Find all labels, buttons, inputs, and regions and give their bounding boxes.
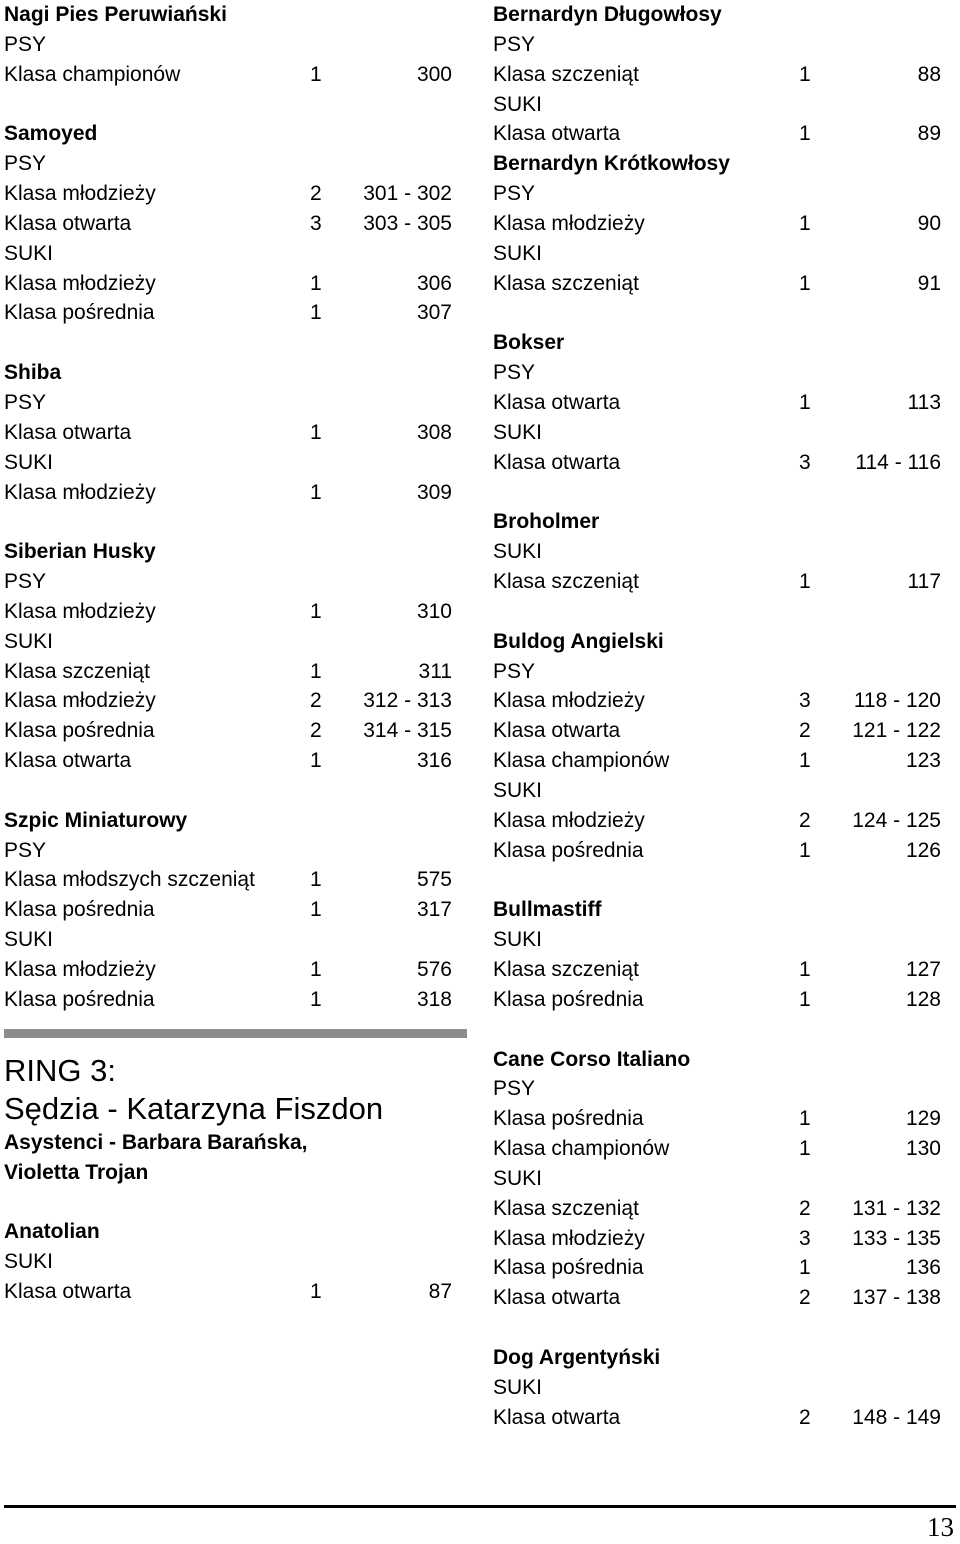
- breed-heading: Bokser: [493, 331, 565, 355]
- catalog-numbers: 91: [917, 271, 941, 295]
- class-name: Klasa pośrednia: [4, 719, 155, 743]
- class-entry: [493, 567, 941, 597]
- sex-label: PSY: [493, 1077, 536, 1101]
- sex-label: SUKI: [493, 778, 543, 802]
- catalog-numbers: 136: [905, 1256, 941, 1280]
- spacer: [493, 478, 941, 508]
- entry-count: 1: [310, 749, 322, 773]
- sex-label: SUKI: [493, 92, 543, 116]
- sex-label: SUKI: [4, 629, 54, 653]
- entry-count: 1: [310, 898, 322, 922]
- class-name: Klasa championów: [493, 749, 670, 773]
- class-entry: [4, 865, 452, 895]
- catalog-numbers: 90: [917, 211, 941, 235]
- catalog-numbers: 118 - 120: [853, 689, 941, 713]
- class-entry: [493, 1134, 941, 1164]
- catalog-numbers: 117: [907, 570, 941, 594]
- entry-count: 1: [799, 838, 811, 862]
- sex-label: SUKI: [4, 928, 54, 952]
- sex-label: PSY: [4, 152, 47, 176]
- class-name: Klasa otwarta: [493, 1405, 621, 1429]
- entry-count: 2: [799, 1405, 811, 1429]
- class-name: Klasa otwarta: [493, 390, 621, 414]
- entry-count: 1: [310, 599, 322, 623]
- class-name: Klasa otwarta: [493, 1286, 621, 1310]
- breed-heading: Dog Argentyński: [493, 1345, 661, 1369]
- ring-assistants: Asystenci - Barbara Barańska,: [4, 1130, 308, 1154]
- class-name: Klasa pośrednia: [4, 987, 155, 1011]
- class-entry: [493, 1253, 941, 1283]
- class-entry: [4, 716, 452, 746]
- class-name: Klasa otwarta: [4, 1279, 132, 1303]
- class-name: Klasa młodzieży: [4, 480, 156, 504]
- entry-count: 1: [799, 987, 811, 1011]
- catalog-numbers: 88: [917, 62, 941, 86]
- entry-count: 1: [310, 301, 322, 325]
- class-name: Klasa młodzieży: [4, 271, 156, 295]
- catalog-numbers: 130: [905, 1137, 941, 1161]
- catalog-numbers: 317: [416, 898, 452, 922]
- class-entry: [493, 119, 941, 149]
- class-entry: [493, 806, 941, 836]
- breed-heading: Samoyed: [4, 122, 98, 146]
- class-name: Klasa młodzieży: [4, 689, 156, 713]
- breed-heading: Nagi Pies Peruwiański: [4, 3, 227, 26]
- class-entry: [4, 478, 452, 508]
- catalog-numbers: 318: [416, 987, 452, 1011]
- catalog-numbers: 89: [917, 122, 941, 146]
- spacer: [4, 328, 452, 358]
- breed-heading: Broholmer: [493, 510, 600, 534]
- catalog-numbers: 312 - 313: [363, 689, 452, 713]
- catalog-numbers: 133 - 135: [852, 1226, 941, 1250]
- entry-count: 2: [799, 719, 811, 743]
- class-entry: [4, 1277, 452, 1307]
- entry-count: 1: [310, 271, 322, 295]
- class-name: Klasa championów: [493, 1137, 670, 1161]
- class-entry: [4, 985, 452, 1015]
- entry-count: 1: [799, 1256, 811, 1280]
- class-name: Klasa pośrednia: [4, 898, 155, 922]
- entry-count: 1: [310, 987, 322, 1011]
- right-column: [493, 0, 941, 1433]
- class-name: Klasa młodzieży: [493, 808, 645, 832]
- entry-count: 1: [799, 570, 811, 594]
- class-entry: [493, 60, 941, 90]
- catalog-numbers: 113: [907, 390, 941, 414]
- spacer: [4, 1187, 452, 1217]
- class-entry: [493, 716, 941, 746]
- class-entry: [4, 418, 452, 448]
- class-name: Klasa pośrednia: [493, 1256, 644, 1280]
- class-name: Klasa młodzieży: [493, 211, 645, 235]
- class-name: Klasa pośrednia: [4, 301, 155, 325]
- sex-label: SUKI: [493, 1375, 543, 1399]
- breed-heading: Shiba: [4, 361, 62, 385]
- breed-heading: Bernardyn Krótkowłosy: [493, 152, 730, 176]
- ring-assistants-cont: Violetta Trojan: [4, 1160, 149, 1184]
- entry-count: 2: [799, 808, 811, 832]
- catalog-numbers: 137 - 138: [852, 1286, 941, 1310]
- catalog-numbers: 308: [416, 420, 452, 444]
- catalog-numbers: 121 - 122: [852, 719, 941, 743]
- entry-count: 1: [310, 480, 322, 504]
- sex-label: PSY: [4, 838, 47, 862]
- sex-label: SUKI: [4, 450, 54, 474]
- class-name: Klasa szczeniąt: [493, 1196, 639, 1220]
- class-entry: [4, 298, 452, 328]
- class-entry: [4, 657, 452, 687]
- catalog-numbers: 314 - 315: [363, 719, 452, 743]
- class-name: Klasa pośrednia: [493, 838, 644, 862]
- catalog-numbers: 131 - 132: [852, 1196, 941, 1220]
- class-name: Klasa pośrednia: [493, 1107, 644, 1131]
- sex-label: SUKI: [4, 1250, 54, 1274]
- entry-count: 1: [310, 958, 322, 981]
- class-entry: [4, 597, 452, 627]
- entry-count: 1: [799, 211, 811, 235]
- spacer: [493, 1015, 941, 1045]
- class-entry: [493, 209, 941, 239]
- catalog-numbers: 129: [905, 1107, 941, 1131]
- entry-count: 2: [310, 719, 322, 743]
- entry-count: 1: [799, 62, 811, 86]
- class-name: Klasa szczeniąt: [493, 62, 639, 86]
- class-entry: [493, 836, 941, 866]
- class-name: Klasa otwarta: [493, 450, 621, 474]
- class-name: Klasa młodzieży: [493, 689, 645, 713]
- catalog-numbers: 306: [416, 271, 452, 295]
- spacer: [4, 507, 452, 537]
- class-entry: [4, 269, 452, 299]
- catalog-numbers: 316: [416, 749, 452, 773]
- ring-judge: Sędzia - Katarzyna Fiszdon: [4, 1090, 384, 1126]
- entry-count: 3: [799, 689, 811, 713]
- sex-label: SUKI: [493, 420, 543, 444]
- catalog-numbers: 309: [416, 480, 452, 504]
- class-name: Klasa otwarta: [493, 122, 621, 146]
- entry-count: 1: [310, 1279, 322, 1303]
- class-entry: [493, 1104, 941, 1134]
- class-name: Klasa młodszych szczeniąt: [4, 868, 255, 892]
- class-entry: [493, 448, 941, 478]
- breed-heading: Siberian Husky: [4, 540, 156, 564]
- catalog-numbers: 114 - 116: [855, 450, 941, 474]
- class-entry: [493, 985, 941, 1015]
- catalog-numbers: 148 - 149: [852, 1405, 941, 1429]
- class-name: Klasa otwarta: [4, 211, 132, 235]
- entry-count: 1: [799, 749, 811, 773]
- sex-label: SUKI: [493, 540, 543, 564]
- sex-label: SUKI: [493, 241, 543, 265]
- catalog-numbers: 576: [416, 958, 452, 981]
- class-entry: [493, 1194, 941, 1224]
- right-list: [493, 0, 941, 1433]
- breed-heading: Anatolian: [4, 1220, 100, 1244]
- entry-count: 1: [799, 390, 811, 414]
- class-name: Klasa młodzieży: [4, 599, 156, 623]
- left-bottom-list: [4, 1187, 452, 1306]
- breed-heading: Buldog Angielski: [493, 629, 664, 653]
- class-name: Klasa szczeniąt: [493, 271, 639, 295]
- catalog-numbers: 307: [416, 301, 452, 325]
- entry-count: 3: [799, 450, 811, 474]
- ring-divider-bar: [4, 1029, 467, 1038]
- catalog-numbers: 87: [428, 1279, 452, 1303]
- catalog-numbers: 127: [905, 958, 941, 981]
- class-name: Klasa młodzieży: [4, 182, 156, 206]
- catalog-numbers: 311: [418, 659, 452, 683]
- entry-count: 1: [310, 868, 322, 892]
- class-entry: [493, 686, 941, 716]
- class-entry: [493, 955, 941, 985]
- spacer: [493, 298, 941, 328]
- catalog-numbers: 300: [416, 62, 452, 86]
- breed-heading: Cane Corso Italiano: [493, 1047, 691, 1071]
- class-name: Klasa otwarta: [493, 719, 621, 743]
- class-name: Klasa szczeniąt: [493, 958, 639, 981]
- entry-count: 2: [310, 689, 322, 713]
- sex-label: PSY: [4, 570, 47, 594]
- class-name: Klasa pośrednia: [493, 987, 644, 1011]
- entry-count: 1: [799, 958, 811, 981]
- entry-count: 1: [310, 62, 322, 86]
- entry-count: 1: [799, 1137, 811, 1161]
- sex-label: PSY: [493, 32, 536, 56]
- spacer: [4, 90, 452, 120]
- entry-count: 1: [310, 420, 322, 444]
- sex-label: SUKI: [4, 241, 54, 265]
- sex-label: SUKI: [493, 1166, 543, 1190]
- class-entry: [4, 686, 452, 716]
- sex-label: PSY: [493, 361, 536, 385]
- catalog-numbers: 124 - 125: [852, 808, 941, 832]
- class-entry: [493, 1224, 941, 1254]
- breed-heading: Bernardyn Długowłosy: [493, 3, 722, 26]
- class-name: Klasa młodzieży: [4, 958, 156, 981]
- spacer: [493, 1313, 941, 1343]
- class-entry: [4, 179, 452, 209]
- class-entry: [4, 746, 452, 776]
- spacer: [493, 865, 941, 895]
- entry-count: 2: [799, 1196, 811, 1220]
- ring-block: [4, 1029, 452, 1188]
- catalog-numbers: 310: [416, 599, 452, 623]
- left-column: [4, 0, 452, 1307]
- ring-number: RING 3:: [4, 1052, 116, 1088]
- class-name: Klasa szczeniąt: [4, 659, 150, 683]
- class-entry: [493, 269, 941, 299]
- breed-heading: Bullmastiff: [493, 898, 602, 922]
- entry-count: 3: [799, 1226, 811, 1250]
- class-name: Klasa otwarta: [4, 749, 132, 773]
- breed-heading: Szpic Miniaturowy: [4, 808, 188, 832]
- entry-count: 1: [310, 659, 322, 683]
- sex-label: PSY: [493, 659, 536, 683]
- sex-label: PSY: [4, 390, 47, 414]
- catalog-numbers: 301 - 302: [363, 182, 452, 206]
- class-name: Klasa młodzieży: [493, 1226, 645, 1250]
- catalog-numbers: 123: [905, 749, 941, 773]
- entry-count: 1: [799, 122, 811, 146]
- class-entry: [4, 895, 452, 925]
- class-name: Klasa championów: [4, 62, 181, 86]
- left-top-list: [4, 0, 452, 1015]
- spacer: [4, 776, 452, 806]
- class-entry: [493, 388, 941, 418]
- sex-label: PSY: [4, 32, 47, 56]
- class-name: Klasa otwarta: [4, 420, 132, 444]
- class-entry: [4, 955, 452, 985]
- class-entry: [4, 60, 452, 90]
- entry-count: 1: [799, 1107, 811, 1131]
- class-name: Klasa szczeniąt: [493, 570, 639, 594]
- footer-rule: [4, 1505, 956, 1508]
- catalog-numbers: 303 - 305: [363, 211, 452, 235]
- catalog-numbers: 575: [416, 868, 452, 892]
- class-entry: [493, 1403, 941, 1433]
- class-entry: [493, 1283, 941, 1313]
- entry-count: 2: [799, 1286, 811, 1310]
- class-entry: [493, 746, 941, 776]
- sex-label: SUKI: [493, 928, 543, 952]
- page-number: 13: [927, 1512, 954, 1542]
- sex-label: PSY: [493, 182, 536, 206]
- catalog-numbers: 126: [905, 838, 941, 862]
- entry-count: 3: [310, 211, 322, 235]
- catalog-numbers: 128: [905, 987, 941, 1011]
- spacer: [493, 597, 941, 627]
- entry-count: 1: [799, 271, 811, 295]
- class-entry: [4, 209, 452, 239]
- entry-count: 2: [310, 182, 322, 206]
